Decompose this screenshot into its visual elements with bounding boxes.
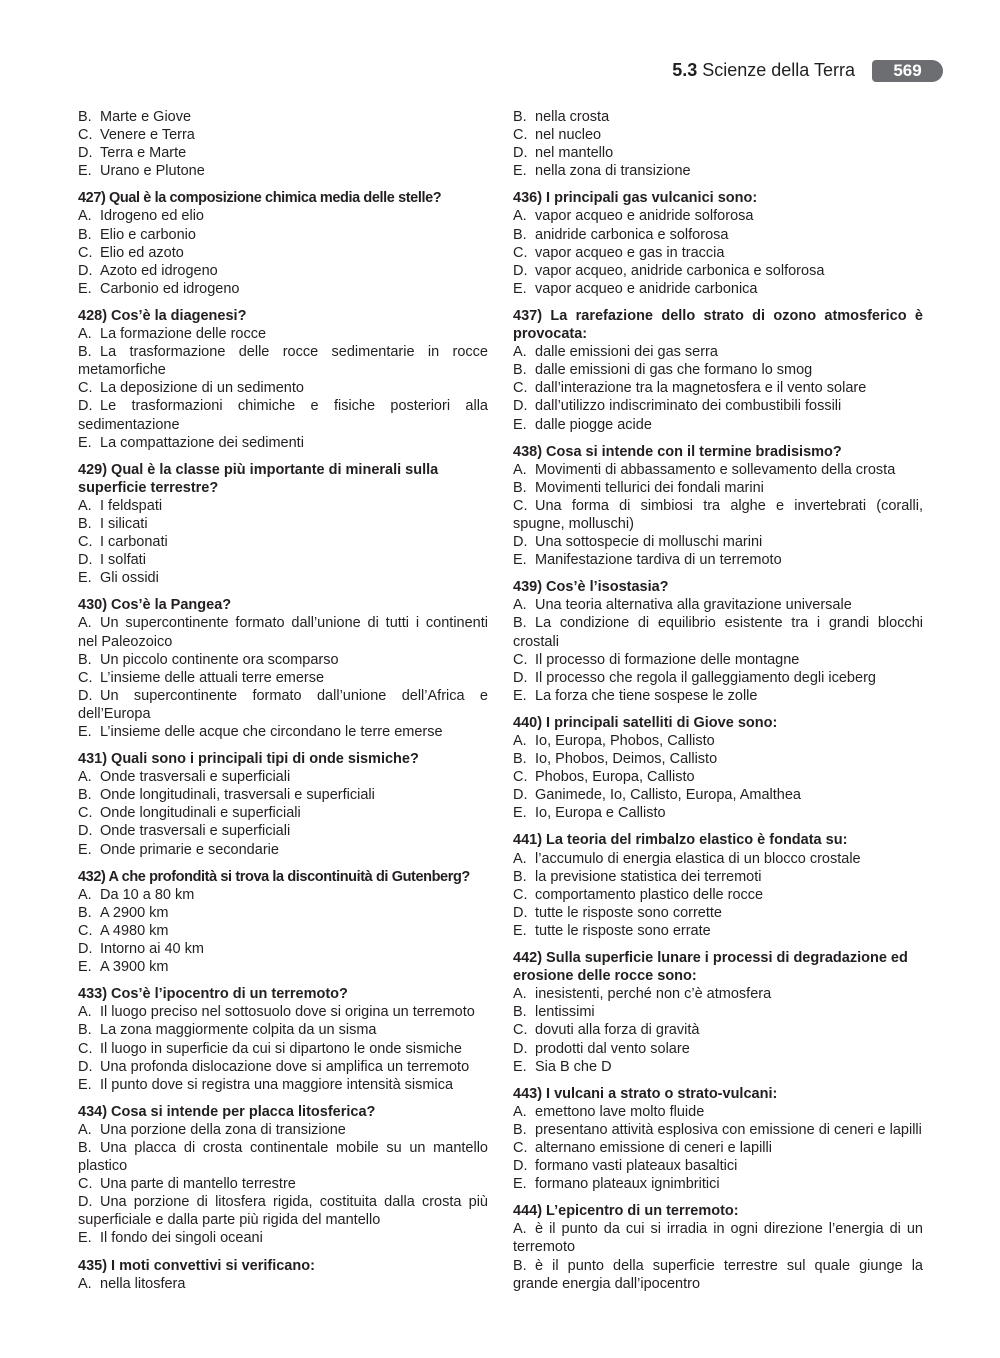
question-443 xyxy=(513,1085,923,1194)
answer-option: B. Io, Phobos, Deimos, Callisto xyxy=(513,751,718,768)
answer-option: D. Ganimede, Io, Callisto, Europa, Amalthea xyxy=(513,787,801,804)
question-title: 442) Sulla superficie lunare i processi di degradazione ed erosione delle rocce sono: xyxy=(513,950,908,985)
answer-option: C. L’insieme delle attuali terre emerse xyxy=(78,669,325,686)
answer-option: E. Onde primarie e secondarie xyxy=(78,841,279,858)
section-heading xyxy=(672,60,855,81)
answer-option: E. La compattazione dei sedimenti xyxy=(78,434,304,451)
question-430 xyxy=(78,596,488,741)
answer-option: A. Un supercontinente formato dall’unione di tutti i continenti nel Paleozoico xyxy=(78,615,488,650)
answer-option: B. nella crosta xyxy=(513,109,610,125)
answer-option: C. comportamento plastico delle rocce xyxy=(513,886,764,903)
answer-option: E. Gli ossidi xyxy=(78,570,159,587)
question-title: 429) Qual è la classe più importante di minerali sulla superficie terrestre? xyxy=(78,461,439,496)
answer-option: C. Una parte di mantello terrestre xyxy=(78,1176,296,1193)
answer-option: C. Venere e Terra xyxy=(78,127,195,144)
question-title: 431) Quali sono i principali tipi di onde sismiche? xyxy=(78,751,419,768)
answer-option: B. Un piccolo continente ora scomparso xyxy=(78,651,339,668)
question-431 xyxy=(78,750,488,859)
answer-option: C. vapor acqueo e gas in traccia xyxy=(513,244,725,261)
question-438 xyxy=(513,443,923,570)
answer-option: A. Io, Europa, Phobos, Callisto xyxy=(513,733,715,749)
answer-option: D. nel mantello xyxy=(513,145,614,162)
answer-option: C. nel nucleo xyxy=(513,127,602,144)
question-435 xyxy=(78,1257,488,1293)
answer-option: D. Una sottospecie di molluschi marini xyxy=(513,534,763,551)
question-title: 438) Cosa si intende con il termine bradisismo? xyxy=(513,443,842,460)
answer-option: A. l’accumulo di energia elastica di un blocco crostale xyxy=(513,850,861,867)
answer-option: D. dall’utilizzo indiscriminato dei combustibili fossili xyxy=(513,398,842,415)
question-title: 428) Cos’è la diagenesi? xyxy=(78,307,247,324)
question-440 xyxy=(513,714,923,823)
question-434 xyxy=(78,1103,488,1248)
question-title: 427) Qual è la composizione chimica media delle stelle? xyxy=(78,190,442,207)
question-title: 444) L’epicentro di un terremoto: xyxy=(513,1203,739,1220)
answer-option: B. Una placca di crosta continentale mobile su un mantello plastico xyxy=(78,1139,488,1175)
answer-option: E. Urano e Plutone xyxy=(78,163,205,180)
question-436 xyxy=(513,189,923,298)
answer-option: B. Movimenti tellurici dei fondali marini xyxy=(513,479,764,496)
answer-option: E. formano plateaux ignimbritici xyxy=(513,1176,720,1193)
question-427 xyxy=(78,189,488,298)
answer-option: E. dalle piogge acide xyxy=(513,416,652,433)
answer-option: A. emettono lave molto fluide xyxy=(513,1103,705,1120)
section-title: Scienze della Terra xyxy=(702,60,855,80)
answer-option: D. tutte le risposte sono corrette xyxy=(513,904,722,921)
right-column xyxy=(513,108,923,1293)
page-header xyxy=(0,58,1000,86)
answer-option: D. vapor acqueo, anidride carbonica e solforosa xyxy=(513,262,825,279)
answer-option: A. vapor acqueo e anidride solforosa xyxy=(513,208,754,225)
answer-option: E. Carbonio ed idrogeno xyxy=(78,280,240,297)
question-title: 432) A che profondità si trova la discontinuità di Gutenberg? xyxy=(78,868,470,885)
answer-option: A. dalle emissioni dei gas serra xyxy=(513,344,718,361)
answer-option: B. A 2900 km xyxy=(78,904,169,921)
answer-option: C. Onde longitudinali e superficiali xyxy=(78,805,301,822)
answer-option: B. lentissimi xyxy=(513,1004,595,1021)
answer-option: D. formano vasti plateaux basaltici xyxy=(513,1158,738,1175)
answer-option: A. Onde trasversali e superficiali xyxy=(78,769,291,786)
answer-option: E. L’insieme delle acque che circondano le terre emerse xyxy=(78,724,443,740)
question-442 xyxy=(513,949,923,1076)
question-title: 433) Cos’è l’ipocentro di un terremoto? xyxy=(78,986,348,1003)
answer-option: C. A 4980 km xyxy=(78,922,169,939)
question-432 xyxy=(78,868,488,977)
answer-option: C. I carbonati xyxy=(78,534,168,551)
answer-option: B. Marte e Giove xyxy=(78,109,192,125)
answer-option: B. La zona maggiormente colpita da un sisma xyxy=(78,1022,377,1039)
answer-option: A. Una teoria alternativa alla gravitazione universale xyxy=(513,597,852,614)
question-437 xyxy=(513,307,923,434)
answer-option: A. Movimenti di abbassamento e sollevamento della crosta xyxy=(513,461,896,478)
answer-option: E. vapor acqueo e anidride carbonica xyxy=(513,280,758,297)
answer-option: D. Un supercontinente formato dall’unione dell’Africa e dell’Europa xyxy=(78,687,488,722)
answer-option: C. Phobos, Europa, Callisto xyxy=(513,769,695,786)
answer-option: B. è il punto della superficie terrestre sul quale giunge la grande energia dall’ipocentro xyxy=(513,1257,923,1292)
question-433 xyxy=(78,985,488,1094)
question-428 xyxy=(78,307,488,452)
answer-option: B. Onde longitudinali, trasversali e superficiali xyxy=(78,787,375,804)
question-title: 430) Cos’è la Pangea? xyxy=(78,597,232,614)
page-number-badge: 569 xyxy=(872,60,943,82)
answer-option: A. Da 10 a 80 km xyxy=(78,886,195,903)
question-439 xyxy=(513,578,923,705)
answer-option: C. Elio ed azoto xyxy=(78,244,184,261)
answer-option: C. dovuti alla forza di gravità xyxy=(513,1022,700,1039)
answer-option: A. Il luogo preciso nel sottosuolo dove si origina un terremoto xyxy=(78,1004,475,1021)
question-title: 437) La rarefazione dello strato di ozono atmosferico è provocata: xyxy=(513,307,923,343)
answer-option: D. Il processo che regola il galleggiamento degli iceberg xyxy=(513,669,876,686)
answer-option: B. dalle emissioni di gas che formano lo smog xyxy=(513,362,813,379)
question-title: 440) I principali satelliti di Giove sono: xyxy=(513,714,778,731)
question-429 xyxy=(78,461,488,588)
answer-option: B. I silicati xyxy=(78,515,148,532)
answer-option: B. presentano attività esplosiva con emissione di ceneri e lapilli xyxy=(513,1121,922,1138)
section-number: 5.3 xyxy=(672,60,698,80)
answer-option: D. Onde trasversali e superficiali xyxy=(78,823,291,840)
answer-option: E. Il fondo dei singoli oceani xyxy=(78,1230,263,1247)
answer-option: E. nella zona di transizione xyxy=(513,163,691,180)
answer-option: A. è il punto da cui si irradia in ogni direzione l’energia di un terremoto xyxy=(513,1221,923,1256)
answer-option: B. la previsione statistica dei terremoti xyxy=(513,868,762,885)
answer-option: C. Una forma di simbiosi tra alghe e invertebrati (coralli, spugne, molluschi) xyxy=(513,497,923,532)
answer-option: E. Il punto dove si registra una maggiore intensità sismica xyxy=(78,1076,454,1093)
answer-option: D. Terra e Marte xyxy=(78,145,187,162)
answer-option: B. La condizione di equilibrio esistente tra i grandi blocchi crostali xyxy=(513,615,923,650)
answer-option: E. Sia B che D xyxy=(513,1058,612,1075)
answer-option: D. Le trasformazioni chimiche e fisiche posteriori alla sedimentazione xyxy=(78,398,488,433)
answer-option: D. Azoto ed idrogeno xyxy=(78,262,218,279)
question-title: 434) Cosa si intende per placca litosferica? xyxy=(78,1103,376,1120)
answer-option: A. I feldspati xyxy=(78,497,163,514)
answer-option: C. dall’interazione tra la magnetosfera e il vento solare xyxy=(513,380,867,397)
answer-option: A. Una porzione della zona di transizione xyxy=(78,1121,346,1138)
answer-option: D. Una porzione di litosfera rigida, costituita dalla crosta più superficiale e dalla parte più rigida del mantello xyxy=(78,1194,488,1229)
question-435-continued xyxy=(513,108,923,180)
answer-option: D. Una profonda dislocazione dove si amplifica un terremoto xyxy=(78,1058,470,1075)
answer-option: B. anidride carbonica e solforosa xyxy=(513,226,729,243)
question-444 xyxy=(513,1202,923,1292)
answer-option: C. Il luogo in superficie da cui si dipartono le onde sismiche xyxy=(78,1040,462,1057)
answer-option: E. tutte le risposte sono errate xyxy=(513,922,711,939)
answer-option: B. Elio e carbonio xyxy=(78,226,196,243)
answer-option: A. Idrogeno ed elio xyxy=(78,208,204,225)
question-title: 436) I principali gas vulcanici sono: xyxy=(513,190,758,207)
question-title: 439) Cos’è l’isostasia? xyxy=(513,579,669,596)
answer-option: A. inesistenti, perché non c’è atmosfera xyxy=(513,986,772,1003)
answer-option: D. Intorno ai 40 km xyxy=(78,941,204,958)
answer-option: D. prodotti dal vento solare xyxy=(513,1040,690,1057)
answer-option: C. alternano emissione di ceneri e lapilli xyxy=(513,1139,772,1156)
answer-option: A. nella litosfera xyxy=(78,1275,186,1292)
continuation-block xyxy=(78,108,488,180)
answer-option: E. Io, Europa e Callisto xyxy=(513,805,666,822)
question-441 xyxy=(513,831,923,940)
answer-option: E. Manifestazione tardiva di un terremoto xyxy=(513,552,782,569)
answer-option: D. I solfati xyxy=(78,552,146,569)
answer-option: C. La deposizione di un sedimento xyxy=(78,380,304,397)
answer-option: C. Il processo di formazione delle montagne xyxy=(513,651,800,668)
answer-option: A. La formazione delle rocce xyxy=(78,326,267,343)
question-title: 441) La teoria del rimbalzo elastico è fondata su: xyxy=(513,832,848,849)
answer-option: B. La trasformazione delle rocce sedimentarie in rocce metamorfiche xyxy=(78,344,488,379)
question-title: 443) I vulcani a strato o strato-vulcani: xyxy=(513,1085,778,1102)
left-column xyxy=(78,108,488,1293)
answer-option: E. La forza che tiene sospese le zolle xyxy=(513,687,758,704)
answer-option: E. A 3900 km xyxy=(78,959,169,976)
question-title: 435) I moti convettivi si verificano: xyxy=(78,1257,315,1274)
